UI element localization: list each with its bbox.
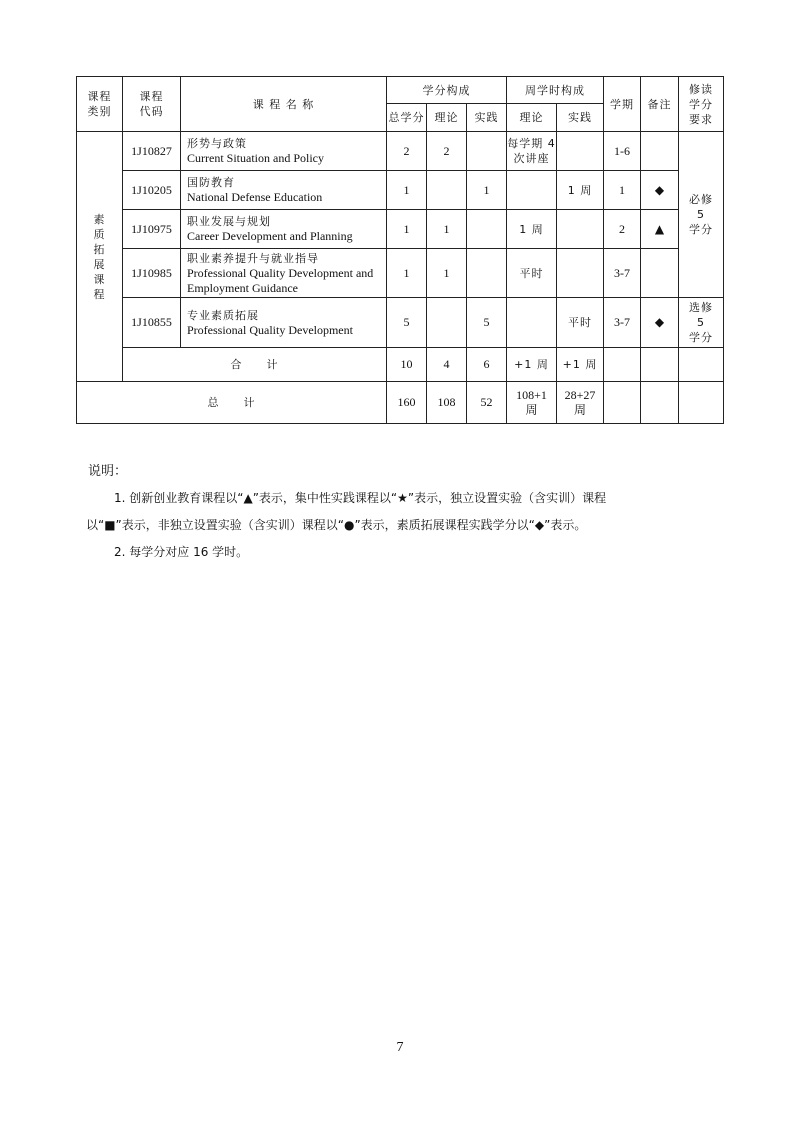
header-hours-group: 周学时构成: [507, 77, 604, 104]
course-code: 1J10985: [123, 249, 181, 298]
semester: 3-7: [604, 249, 641, 298]
remark: ◆: [641, 298, 679, 348]
header-requirement: 修读 学分 要求: [679, 77, 724, 132]
subtotal-semester: [604, 348, 641, 382]
course-name-cn: 国防教育: [187, 176, 235, 189]
subtotal-hours-theory: +1 周: [507, 348, 557, 382]
semester: 2: [604, 210, 641, 249]
credit-theory: 1: [427, 210, 467, 249]
semester: 1-6: [604, 132, 641, 171]
course-name-en: Career Development and Planning: [187, 229, 353, 243]
credit-total: 1: [387, 171, 427, 210]
header-remark: 备注: [641, 77, 679, 132]
credit-theory: [427, 171, 467, 210]
note-item-1-line-2: 以“■”表示，非独立设置实验（含实训）课程以“●”表示，素质拓展课程实践学分以“◆”表示。: [86, 518, 587, 532]
curriculum-table: [76, 76, 724, 424]
grand-total-label: 总 计: [77, 382, 387, 424]
header-name: 课 程 名 称: [181, 77, 387, 132]
subtotal-hours-practice: +1 周: [557, 348, 604, 382]
course-code: 1J10855: [123, 298, 181, 348]
credit-practice: [467, 132, 507, 171]
course-name-en: Current Situation and Policy: [187, 151, 324, 165]
grand-credit-practice: 52: [467, 382, 507, 424]
course-name-en: Professional Quality Development: [187, 322, 353, 337]
table-row: [77, 249, 724, 298]
note-item-2: 2. 每学分对应 16 学时。: [114, 545, 249, 559]
note-item-1-line-1: 1. 创新创业教育课程以“▲”表示，集中性实践课程以“★”表示，独立设置实验（含实训）课程: [114, 491, 607, 505]
page-number: 7: [396, 1040, 404, 1055]
header-credit-practice: 实践: [467, 104, 507, 132]
credit-practice: 1: [467, 171, 507, 210]
header-category: 课程 类别: [77, 77, 123, 132]
subtotal-row: [77, 348, 724, 382]
credit-theory: [427, 298, 467, 348]
course-name-cn: 职业素养提升与就业指导: [187, 251, 319, 265]
course-name: [181, 132, 387, 171]
credit-practice: [467, 249, 507, 298]
header-credits-group: 学分构成: [387, 77, 507, 104]
grand-remark: [641, 382, 679, 424]
course-name-en: National Defense Education: [187, 190, 323, 204]
category-cell: 素 质 拓 展 课 程: [77, 132, 123, 382]
grand-hours-theory: 108+1 周: [507, 382, 557, 424]
header-code: 课程 代码: [123, 77, 181, 132]
remark: ▲: [641, 210, 679, 249]
credit-total: 5: [387, 298, 427, 348]
table-row: [77, 298, 724, 348]
grand-hours-practice: 28+27 周: [557, 382, 604, 424]
grand-total-row: [77, 382, 724, 424]
course-name: [181, 210, 387, 249]
grand-credit-total: 160: [387, 382, 427, 424]
header-credit-theory: 理论: [427, 104, 467, 132]
subtotal-remark: [641, 348, 679, 382]
subtotal-label: 合 计: [123, 348, 387, 382]
hours-practice: 1 周: [557, 171, 604, 210]
grand-requirement: [679, 382, 724, 424]
requirement-required: 必修 5 学分: [679, 132, 724, 298]
notes-heading: 说明：: [88, 464, 128, 479]
header-semester: 学期: [604, 77, 641, 132]
credit-total: 2: [387, 132, 427, 171]
hours-practice: [557, 132, 604, 171]
header-hours-practice: 实践: [557, 104, 604, 132]
table-row: [77, 210, 724, 249]
course-name: [181, 249, 387, 298]
remark: [641, 249, 679, 298]
grand-credit-theory: 108: [427, 382, 467, 424]
course-code: 1J10827: [123, 132, 181, 171]
subtotal-requirement: [679, 348, 724, 382]
credit-theory: 1: [427, 249, 467, 298]
credit-theory: 2: [427, 132, 467, 171]
subtotal-credit-total: 10: [387, 348, 427, 382]
hours-theory: [507, 298, 557, 348]
notes-section: [88, 458, 728, 566]
course-name: [181, 171, 387, 210]
semester: 3-7: [604, 298, 641, 348]
semester: 1: [604, 171, 641, 210]
hours-theory: 每学期 4 次讲座: [507, 132, 557, 171]
header-hours-theory: 理论: [507, 104, 557, 132]
hours-theory: 平时: [507, 249, 557, 298]
credit-total: 1: [387, 249, 427, 298]
subtotal-credit-practice: 6: [467, 348, 507, 382]
requirement-elective: 选修 5 学分: [679, 298, 724, 348]
course-name-en: Professional Quality Development and Employment Guidance: [187, 265, 374, 295]
hours-theory: 1 周: [507, 210, 557, 249]
course-name: [181, 298, 387, 348]
hours-theory: [507, 171, 557, 210]
course-name-cn: 专业素质拓展: [187, 308, 259, 322]
grand-semester: [604, 382, 641, 424]
table-row: [77, 171, 724, 210]
course-code: 1J10205: [123, 171, 181, 210]
course-name-cn: 形势与政策: [187, 137, 247, 150]
credit-practice: 5: [467, 298, 507, 348]
subtotal-credit-theory: 4: [427, 348, 467, 382]
hours-practice: 平时: [557, 298, 604, 348]
header-credit-total: 总学分: [387, 104, 427, 132]
credit-practice: [467, 210, 507, 249]
hours-practice: [557, 249, 604, 298]
course-name-cn: 职业发展与规划: [187, 215, 271, 228]
credit-total: 1: [387, 210, 427, 249]
table-row: [77, 132, 724, 171]
remark: [641, 132, 679, 171]
remark: ◆: [641, 171, 679, 210]
hours-practice: [557, 210, 604, 249]
course-code: 1J10975: [123, 210, 181, 249]
